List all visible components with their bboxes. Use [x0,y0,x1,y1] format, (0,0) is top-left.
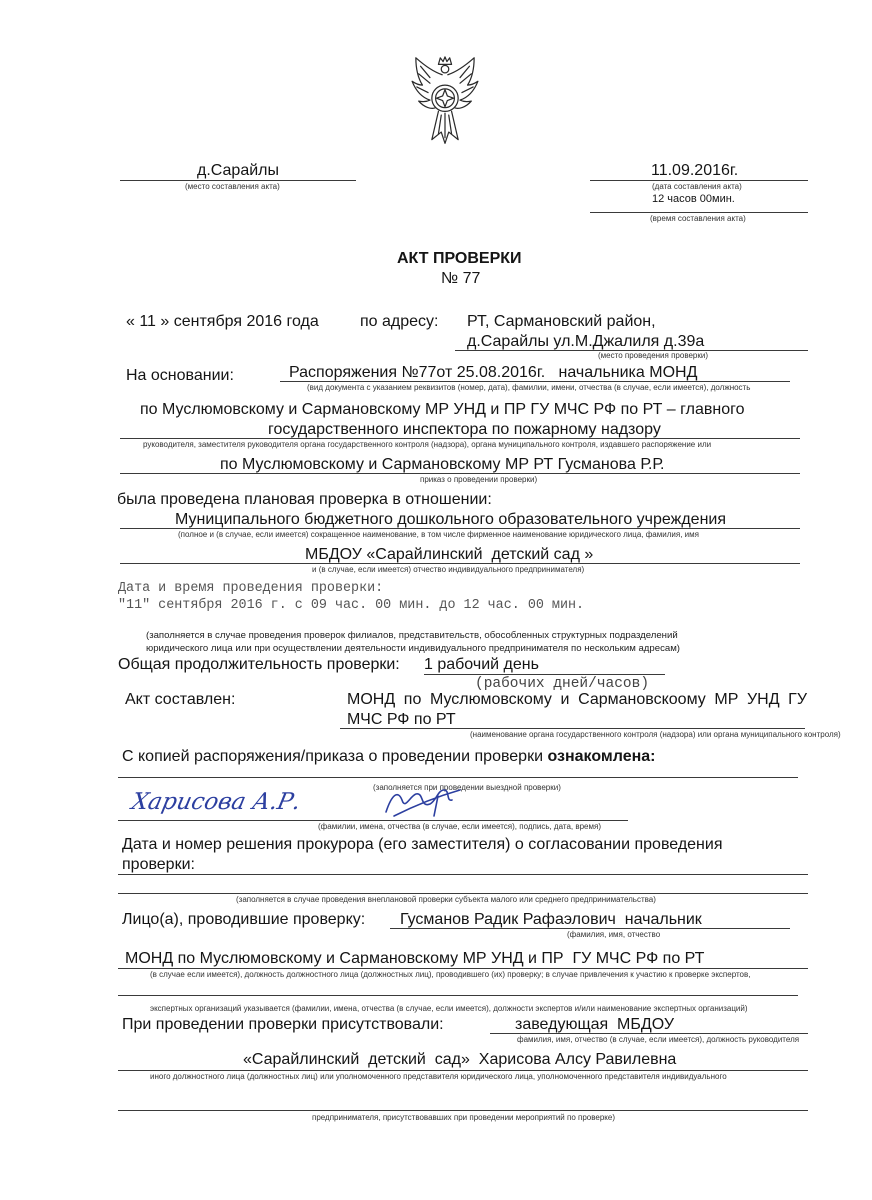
subject-line-1: Муниципального бюджетного дошкольного образовательного учреждения [175,511,726,528]
inspector-name: Гусманов Радик Рафаэлович начальник [400,911,702,928]
time-caption: (время составления акта) [650,214,746,223]
address-caption: (место проведения проверки) [598,351,709,360]
compiled-line-1: МОНД по Муслюмовскому и Сармановскоому МР УНД ГУ [347,691,807,708]
compiled-line-2: МЧС РФ по РТ [347,711,456,728]
present-label: При проведении проверки присутствовали: [122,1016,444,1033]
copy-caption-1: (заполняется при проведении выездной проверки) [373,783,561,792]
present-underline-2 [118,1070,808,1071]
inspector-line-2: МОНД по Муслюмовскому и Сармановскому МР УНД и ПР ГУ МЧС РФ по РТ [125,950,705,967]
basis-label: На основании: [126,367,234,384]
copy-caption-2: (фамилии, имена, отчества (в случае, если имеется), подпись, дата, время) [318,822,601,831]
inspector-underline-2 [118,968,808,969]
address-line-1: РТ, Сармановский район, [467,313,656,330]
place-underline [120,180,356,181]
present-caption-3: предпринимателя, присутствовавших при проведении мероприятий по проверке) [312,1113,615,1122]
document-number: № 77 [441,270,481,287]
duration-label: Общая продолжительность проверки: [118,656,400,673]
present-underline-1 [490,1033,808,1034]
inspection-note-1: (заполняется в случае проведения проверок филиалов, представительств, обособленных структурных подразделений [146,630,678,641]
prosecutor-line-1: Дата и номер решения прокурора (его заместителя) о согласовании проведения [122,836,723,853]
basis-line-3: государственного инспектора по пожарному надзору [268,421,661,438]
inspectors-label: Лицо(а), проводившие проверку: [122,911,366,928]
inspection-date: « 11 » сентября 2016 года [126,313,319,330]
basis-caption-2: руководителя, заместителя руководителя органа государственного контроля (надзора), органа муниципального контроля, издавшего распоряжение или [143,440,712,449]
subject-underline-2 [120,563,800,564]
compiled-label: Акт составлен: [125,691,236,708]
copy-underline-2 [118,820,628,821]
copy-text: С копией распоряжения/приказа о проведении проверки [122,748,548,765]
basis-underline-3 [120,473,800,474]
prosecutor-underline-1 [118,874,808,875]
duration-underline [424,674,665,675]
date-caption: (дата составления акта) [652,182,742,191]
basis-line-2: по Муслюмовскому и Сармановскому МР УНД и ПР ГУ МЧС РФ по РТ – главного [140,401,745,418]
handwritten-name: Харисова А.Р. [129,789,304,815]
copy-status: ознакомлена: [547,748,656,765]
mchs-emblem-icon [407,55,483,149]
address-line-2: д.Сарайлы ул.М.Джалиля д.39а [467,333,705,350]
act-time: 12 часов 00мин. [652,193,735,205]
date-underline [590,180,808,181]
basis-underline-2 [120,438,800,439]
inspection-time-label: Дата и время проведения проверки: [118,581,384,596]
inspection-time-value: "11" сентября 2016 г. с 09 час. 00 мин. до 12 час. 00 мин. [118,598,585,613]
present-caption-2: иного должностного лица (должностных лиц) или уполномоченного представителя юридического лица, уполномоченного представителя индивидуального [150,1072,727,1081]
subject-line-2: МБДОУ «Сарайлинский детский сад » [305,546,594,563]
inspector-caption-3: экспертных организаций указывается (фамилии, имена, отчества (в случае, если имеется), должности экспертов и/или наименование экспертных организаций) [150,1004,748,1013]
prosecutor-underline-2 [118,893,808,894]
prosecutor-caption: (заполняется в случае проведения внеплановой проверки субъекта малого или среднего предпринимательства) [236,895,656,904]
inspector-underline-3 [118,995,798,996]
address-label: по адресу: [360,313,439,330]
duration-caption: (рабочих дней/часов) [475,676,650,692]
basis-underline-1 [280,381,790,382]
duration-value: 1 рабочий день [424,656,539,673]
compiled-caption: (наименование органа государственного контроля (надзора) или органа муниципального контроля) [470,730,841,739]
compiled-underline [340,728,805,729]
subject-caption-1: (полное и (в случае, если имеется) сокращенное наименование, в том числе фирменное наименование юридического лица, фамилия, имя [178,530,699,539]
present-underline-3 [118,1110,808,1111]
act-date: 11.09.2016г. [651,162,739,179]
basis-caption-3: приказ о проведении проверки) [420,475,538,484]
subject-underline-1 [120,528,800,529]
basis-caption-1: (вид документа с указанием реквизитов (номер, дата), фамилии, имени, отчества (в случае, если имеется), должность [307,383,751,392]
subject-caption-2: и (в случае, если имеется) отчество индивидуального предпринимателя) [312,565,585,574]
place-of-act: д.Сарайлы [197,162,279,179]
subject-intro: была проведена плановая проверка в отношении: [117,491,492,508]
present-value-2: «Сарайлинский детский сад» Харисова Алсу Равилевна [243,1051,677,1068]
present-value-1: заведующая МБДОУ [515,1016,674,1033]
place-caption: (место составления акта) [185,182,280,191]
handwritten-signature-icon [380,782,466,820]
inspector-caption-2: (в случае если имеется), должность должностного лица (должностных лиц), проводившего (их) проверку; в случае привлечения к участию к проверке экспертов, [150,970,751,979]
inspection-note-2: юридического лица или при осуществлении деятельности индивидуального предпринимателя по нескольким адресам) [146,643,680,654]
prosecutor-line-2: проверки: [122,856,195,873]
copy-acknowledgement [122,748,655,766]
inspector-caption-1: (фамилия, имя, отчество [567,930,661,939]
time-underline [590,212,808,213]
basis-line-1: Распоряжения №77от 25.08.2016г. начальника МОНД [289,364,698,381]
copy-underline-1 [118,777,798,778]
basis-line-4: по Муслюмовскому и Сармановскому МР РТ Гусманова Р.Р. [220,456,665,473]
present-caption-1: фамилия, имя, отчество (в случае, если имеется), должность руководителя [517,1035,800,1044]
document-title: АКТ ПРОВЕРКИ [397,250,522,267]
inspector-underline-1 [390,928,790,929]
